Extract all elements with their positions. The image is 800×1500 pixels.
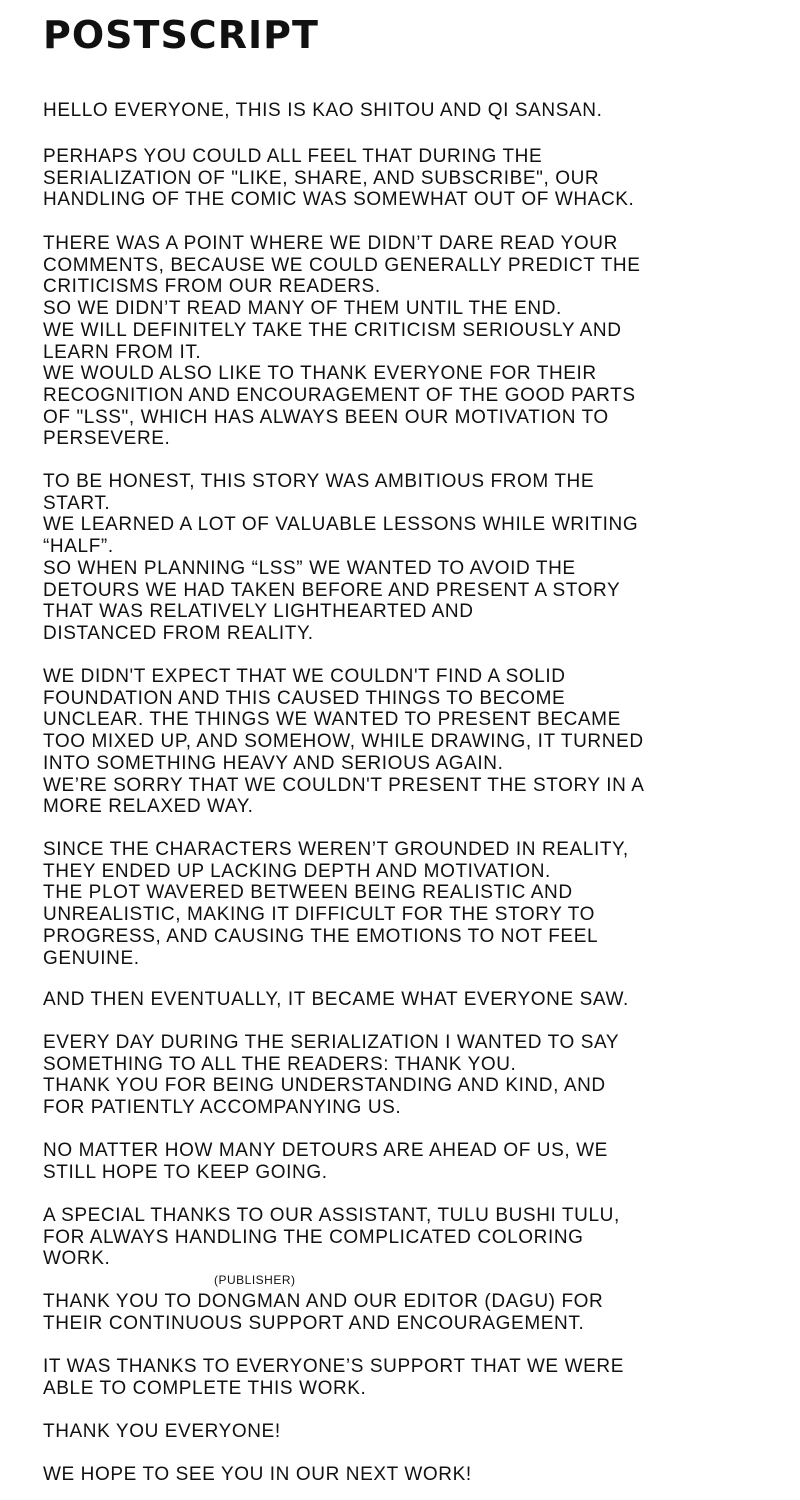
text-line: SINCE THE CHARACTERS WEREN’T GROUNDED IN REALITY, (43, 839, 629, 860)
text-line: HELLO EVERYONE, THIS IS KAO SHITOU AND QI SANSAN. (43, 100, 603, 121)
text-line: STILL HOPE TO KEEP GOING. (43, 1161, 328, 1183)
text-line: NO MATTER HOW MANY DETOURS ARE AHEAD OF US, WE (43, 1140, 608, 1161)
text-line: DISTANCED FROM REALITY. (43, 622, 314, 644)
paragraph-comments (43, 233, 641, 450)
text-line: WE HOPE TO SEE YOU IN OUR NEXT WORK! (43, 1464, 472, 1485)
text-line: UNCLEAR. THE THINGS WE WANTED TO PRESENT BECAME (43, 709, 621, 731)
text-line: HANDLING OF THE COMIC WAS SOMEWHAT OUT OF WHACK. (43, 189, 635, 211)
text-line: AND THEN EVENTUALLY, IT BECAME WHAT EVERYONE SAW. (43, 989, 629, 1010)
text-line: THEIR CONTINUOUS SUPPORT AND ENCOURAGEMENT. (43, 1312, 585, 1334)
text-line: THAT WAS RELATIVELY LIGHTHEARTED AND (43, 601, 474, 623)
text-line: RECOGNITION AND ENCOURAGEMENT OF THE GOOD PARTS (43, 384, 636, 406)
text-line: DETOURS WE HAD TAKEN BEFORE AND PRESENT A STORY (43, 579, 621, 601)
text-line: FOR PATIENTLY ACCOMPANYING US. (43, 1097, 402, 1119)
paragraph-eventually (43, 989, 629, 1011)
paragraph-assistant (43, 1205, 620, 1270)
text-line: SOMETHING TO ALL THE READERS: THANK YOU. (43, 1053, 517, 1075)
paragraph-thank-everyone (43, 1421, 281, 1443)
text-line: SERIALIZATION OF "LIKE, SHARE, AND SUBSCRIBE", OUR (43, 167, 600, 189)
text-line: ABLE TO COMPLETE THIS WORK. (43, 1377, 367, 1399)
text-line: THANK YOU TO DONGMAN AND OUR EDITOR (DAGU) FOR (43, 1291, 604, 1312)
text-line: LEARN FROM IT. (43, 341, 202, 363)
text-line: SO WE DIDN’T READ MANY OF THEM UNTIL THE END. (43, 298, 562, 320)
paragraph-next-work (43, 1464, 472, 1486)
text-line: FOUNDATION AND THIS CAUSED THINGS TO BECOME (43, 687, 566, 709)
paragraph-thank-readers (43, 1032, 619, 1119)
text-line: “HALF”. (43, 536, 114, 558)
text-line: INTO SOMETHING HEAVY AND SERIOUS AGAIN. (43, 752, 504, 774)
text-line: OF "LSS", WHICH HAS ALWAYS BEEN OUR MOTIVATION TO (43, 406, 609, 428)
text-line: CRITICISMS FROM OUR READERS. (43, 276, 381, 298)
text-line: PROGRESS, AND CAUSING THE EMOTIONS TO NOT FEEL (43, 925, 599, 947)
text-line: WORK. (43, 1248, 111, 1270)
paragraph-ambitious (43, 471, 638, 645)
text-line: WE LEARNED A LOT OF VALUABLE LESSONS WHILE WRITING (43, 514, 639, 536)
text-line: PERHAPS YOU COULD ALL FEEL THAT DURING THE (43, 146, 543, 167)
text-line: FOR ALWAYS HANDLING THE COMPLICATED COLORING (43, 1226, 584, 1248)
text-line: SO WHEN PLANNING “LSS” WE WANTED TO AVOID THE (43, 557, 576, 579)
text-line: UNREALISTIC, MAKING IT DIFFICULT FOR THE STORY TO (43, 904, 595, 926)
paragraph-foundation (43, 666, 645, 818)
text-line: A SPECIAL THANKS TO OUR ASSISTANT, TULU BUSHI TULU, (43, 1205, 620, 1226)
paragraph-detours (43, 1140, 608, 1183)
text-line: GENUINE. (43, 947, 140, 969)
text-line: WE’RE SORRY THAT WE COULDN'T PRESENT THE STORY IN A (43, 774, 645, 796)
paragraph-characters (43, 839, 629, 969)
text-line: THANK YOU FOR BEING UNDERSTANDING AND KIND, AND (43, 1075, 606, 1097)
text-line: WE WOULD ALSO LIKE TO THANK EVERYONE FOR THEIR (43, 363, 597, 385)
text-line: THE PLOT WAVERED BETWEEN BEING REALISTIC AND (43, 882, 573, 904)
publisher-annotation: (PUBLISHER) (214, 1273, 296, 1287)
text-line: COMMENTS, BECAUSE WE COULD GENERALLY PREDICT THE (43, 254, 641, 276)
text-line: THEY ENDED UP LACKING DEPTH AND MOTIVATION. (43, 860, 551, 882)
text-line: IT WAS THANKS TO EVERYONE’S SUPPORT THAT WE WERE (43, 1356, 624, 1377)
text-line: WE DIDN'T EXPECT THAT WE COULDN'T FIND A SOLID (43, 666, 566, 687)
text-line: TO BE HONEST, THIS STORY WAS AMBITIOUS FROM THE (43, 471, 595, 492)
paragraph-serialization (43, 146, 634, 211)
paragraph-greeting (43, 100, 602, 122)
text-line: MORE RELAXED WAY. (43, 796, 254, 818)
text-line: START. (43, 492, 111, 514)
text-line: PERSEVERE. (43, 428, 171, 450)
text-line: EVERY DAY DURING THE SERIALIZATION I WANTED TO SAY (43, 1032, 620, 1053)
paragraph-publisher (43, 1291, 603, 1334)
text-line: WE WILL DEFINITELY TAKE THE CRITICISM SERIOUSLY AND (43, 319, 622, 341)
text-line: TOO MIXED UP, AND SOMEHOW, WHILE DRAWING, IT TURNED (43, 731, 644, 753)
paragraph-support (43, 1356, 624, 1399)
page-title: POSTSCRIPT (43, 13, 319, 57)
text-line: THERE WAS A POINT WHERE WE DIDN’T DARE READ YOUR (43, 233, 618, 254)
text-line: THANK YOU EVERYONE! (43, 1421, 281, 1442)
